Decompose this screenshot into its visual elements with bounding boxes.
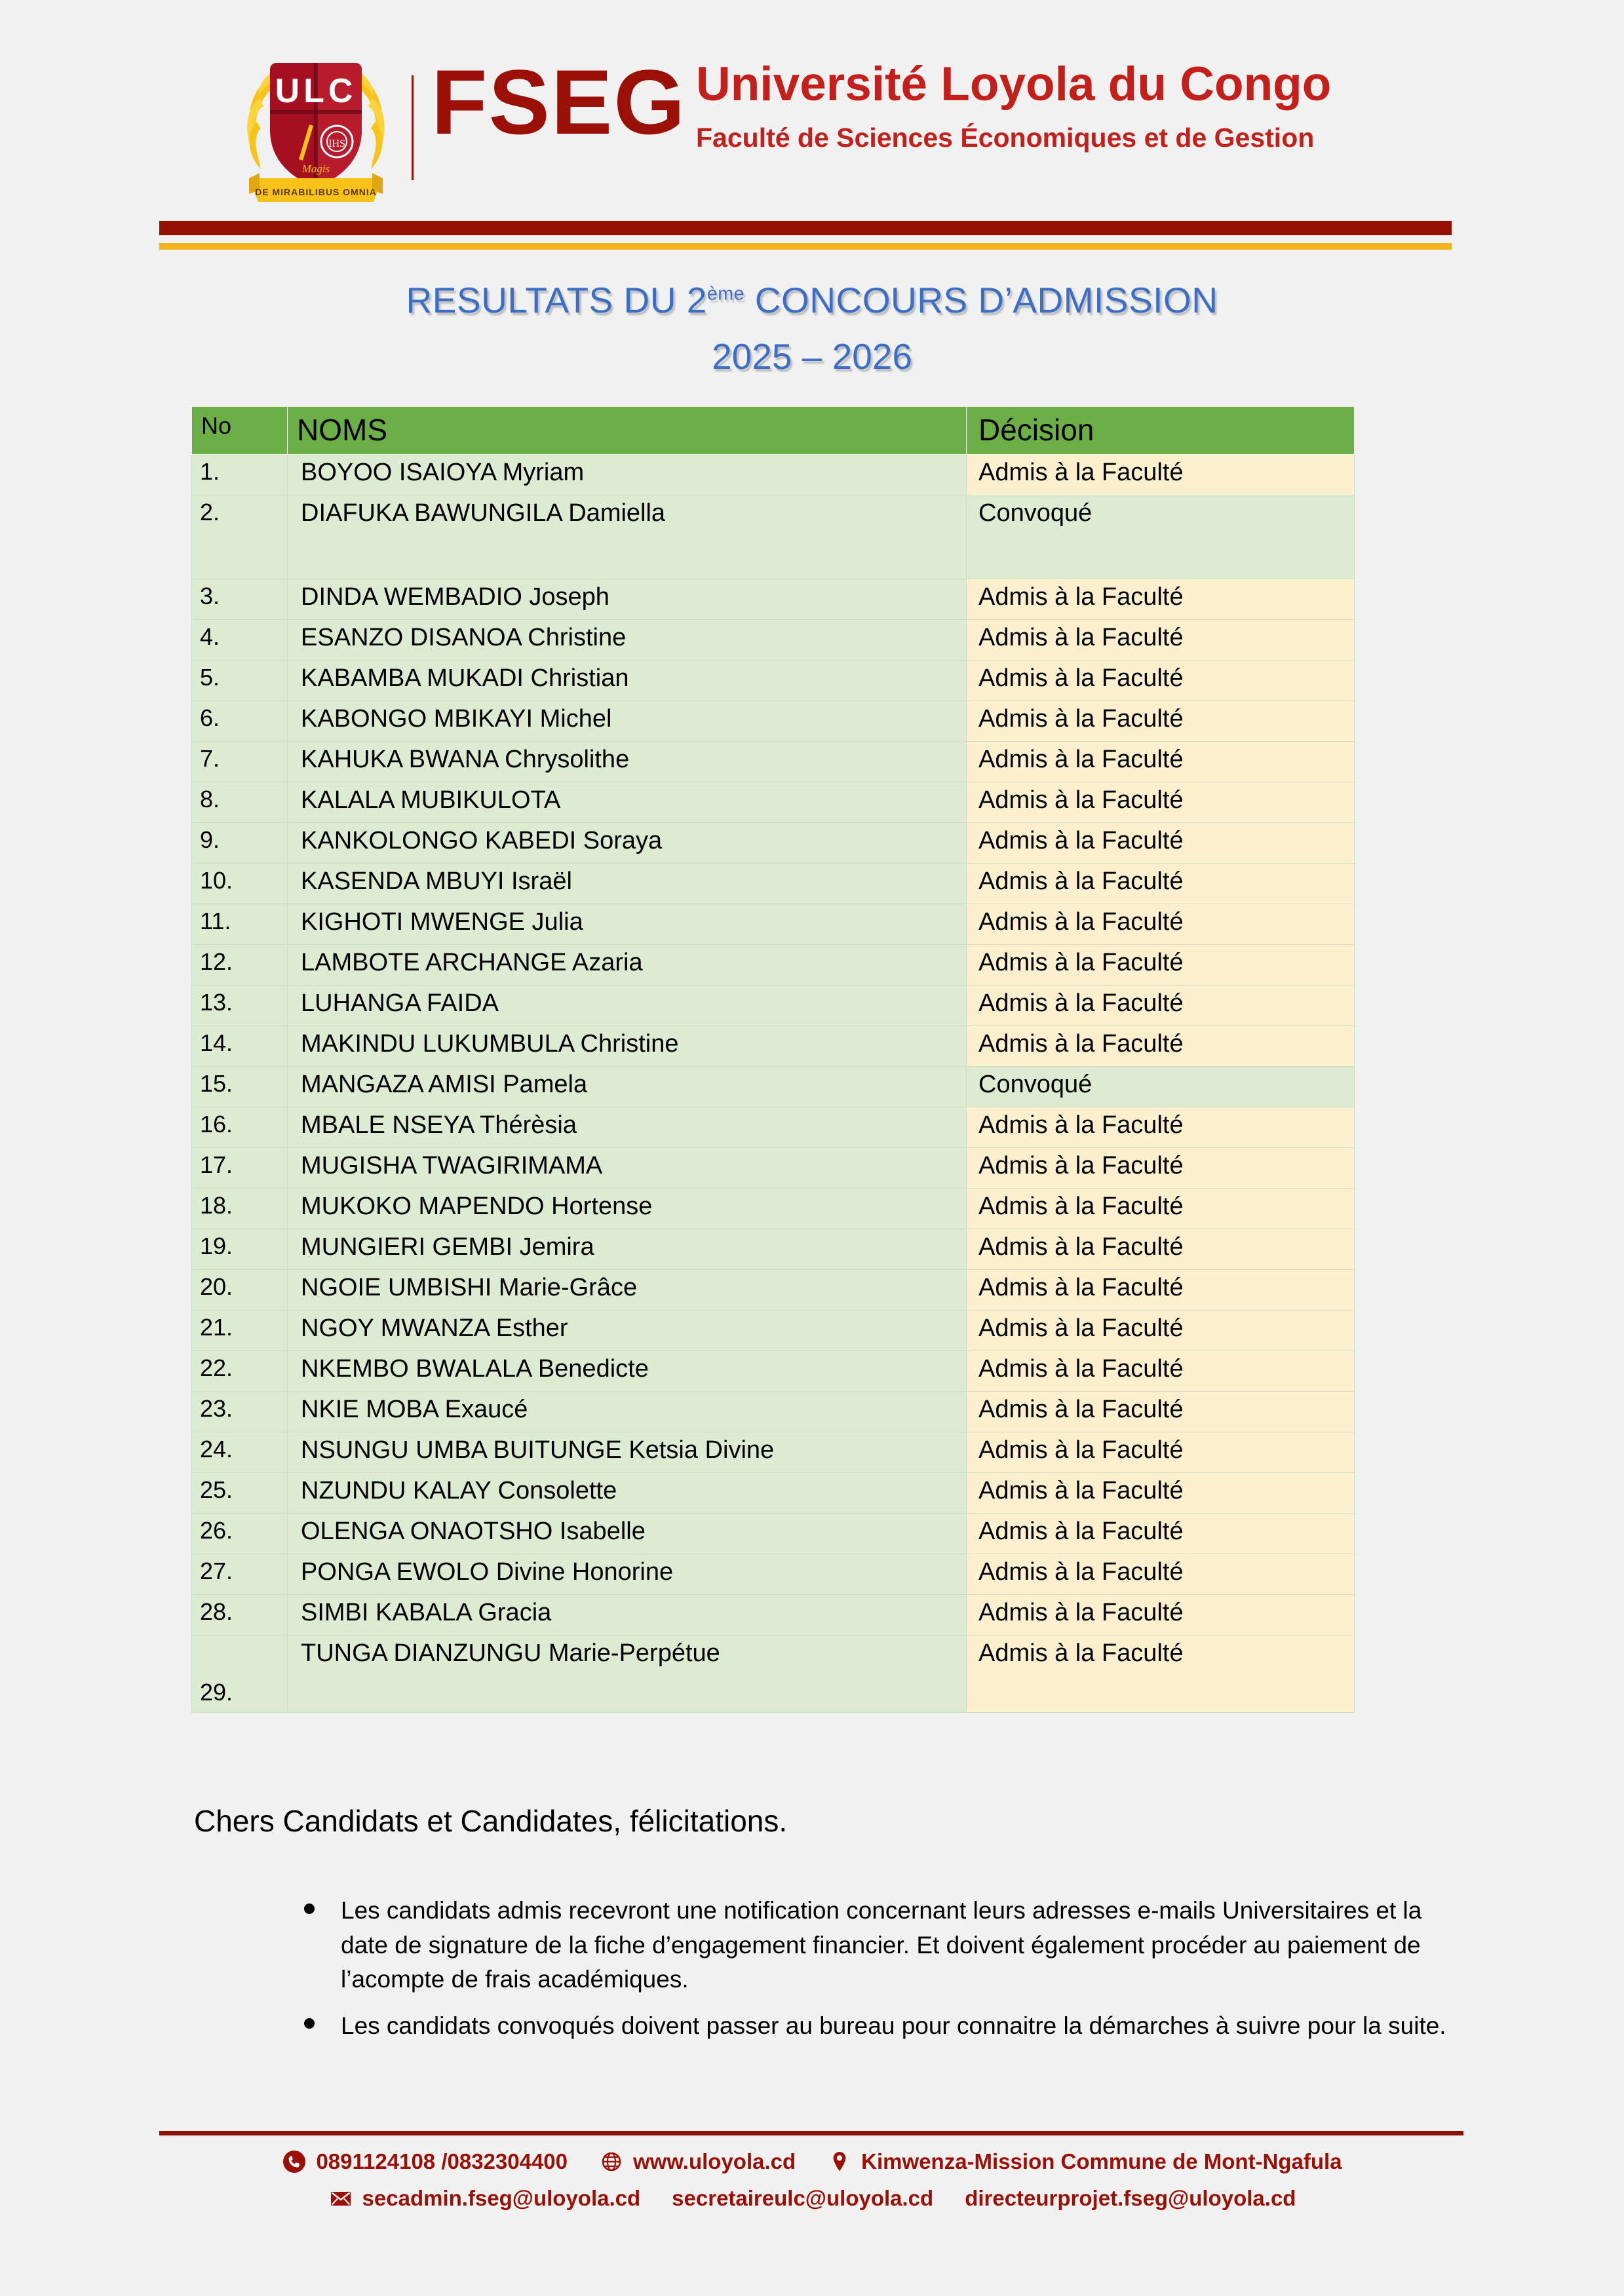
footer-rule	[159, 2131, 1463, 2135]
admission-results-table	[191, 406, 1355, 1713]
table-row	[192, 660, 1355, 701]
table-row	[192, 945, 1355, 985]
cell-decision: Admis à la Faculté	[967, 945, 1355, 985]
cell-decision: Admis à la Faculté	[967, 985, 1355, 1026]
list-item	[341, 2009, 1455, 2044]
footer-email-2-text: secretaireulc@uloyola.cd	[672, 2186, 934, 2210]
cell-no: 13.	[192, 985, 288, 1026]
cell-no: 16.	[192, 1107, 288, 1148]
column-header-no: No	[192, 407, 288, 455]
cell-decision: Admis à la Faculté	[967, 904, 1355, 945]
table-row	[192, 1107, 1355, 1148]
cell-no: 28.	[192, 1595, 288, 1636]
cell-candidate-name: MBALE NSEYA Thérèsia	[288, 1107, 967, 1148]
cell-no: 3.	[192, 579, 288, 620]
cell-no: 26.	[192, 1514, 288, 1554]
table-row	[192, 742, 1355, 782]
footer-row-emails	[0, 2186, 1624, 2211]
cell-no: 22.	[192, 1351, 288, 1392]
cell-decision: Admis à la Faculté	[967, 1026, 1355, 1067]
cell-decision: Admis à la Faculté	[967, 782, 1355, 823]
faculty-name: Faculté de Sciences Économiques et de Gestion	[696, 123, 1315, 153]
header-rule-red	[159, 221, 1452, 235]
cell-no: 17.	[192, 1148, 288, 1189]
table-row	[192, 1473, 1355, 1514]
note-text: Les candidats admis recevront une notification concernant leurs adresses e-mails Universitaires et la date de signature de la fiche d’engagement financier. Et doivent également procéder au paiement de l’acompte de frais académiques.	[341, 1897, 1422, 1993]
cell-no: 1.	[192, 455, 288, 495]
cell-decision: Admis à la Faculté	[967, 1432, 1355, 1473]
cell-decision: Admis à la Faculté	[967, 579, 1355, 620]
cell-candidate-name: NZUNDU KALAY Consolette	[288, 1473, 967, 1514]
svg-text:IHS: IHS	[328, 138, 345, 149]
cell-no: 18.	[192, 1189, 288, 1229]
table-row	[192, 904, 1355, 945]
cell-decision: Admis à la Faculté	[967, 1514, 1355, 1554]
page-title-prefix: RESULTATS DU 2	[406, 280, 707, 320]
cell-decision: Admis à la Faculté	[967, 1270, 1355, 1311]
cell-candidate-name: MUKOKO MAPENDO Hortense	[288, 1189, 967, 1229]
cell-decision: Admis à la Faculté	[967, 620, 1355, 660]
table-row	[192, 823, 1355, 864]
page-title	[0, 282, 1624, 320]
cell-no: 19.	[192, 1229, 288, 1270]
cell-no: 29.	[192, 1636, 288, 1713]
table-row	[192, 1270, 1355, 1311]
header-rule-gold	[159, 243, 1452, 250]
cell-candidate-name: LAMBOTE ARCHANGE Azaria	[288, 945, 967, 985]
table-row	[192, 1148, 1355, 1189]
footer-phone	[282, 2149, 568, 2174]
cell-decision: Admis à la Faculté	[967, 1148, 1355, 1189]
document-footer	[0, 2149, 1624, 2223]
cell-decision: Admis à la Faculté	[967, 1473, 1355, 1514]
cell-candidate-name: KIGHOTI MWENGE Julia	[288, 904, 967, 945]
cell-decision: Convoqué	[967, 1067, 1355, 1107]
cell-candidate-name: NKEMBO BWALALA Benedicte	[288, 1351, 967, 1392]
table-row	[192, 701, 1355, 742]
cell-candidate-name: NSUNGU UMBA BUITUNGE Ketsia Divine	[288, 1432, 967, 1473]
cell-no: 25.	[192, 1473, 288, 1514]
faculty-abbreviation: FSEG	[431, 50, 687, 153]
cell-candidate-name: BOYOO ISAIOYA Myriam	[288, 455, 967, 495]
cell-candidate-name: KANKOLONGO KABEDI Soraya	[288, 823, 967, 864]
cell-no: 21.	[192, 1311, 288, 1351]
footer-email-1-text: secadmin.fseg@uloyola.cd	[362, 2186, 641, 2210]
table-row	[192, 1554, 1355, 1595]
table-row	[192, 985, 1355, 1026]
cell-decision: Admis à la Faculté	[967, 1229, 1355, 1270]
cell-no: 5.	[192, 660, 288, 701]
table-row	[192, 620, 1355, 660]
table-row	[192, 1432, 1355, 1473]
table-row	[192, 1229, 1355, 1270]
table-row	[192, 1026, 1355, 1067]
cell-no: 4.	[192, 620, 288, 660]
cell-candidate-name: KASENDA MBUYI Israël	[288, 864, 967, 904]
cell-no: 8.	[192, 782, 288, 823]
cell-candidate-name: MAKINDU LUKUMBULA Christine	[288, 1026, 967, 1067]
cell-candidate-name: KABAMBA MUKADI Christian	[288, 660, 967, 701]
cell-decision: Admis à la Faculté	[967, 742, 1355, 782]
bullet-icon	[304, 1904, 315, 1914]
cell-decision: Admis à la Faculté	[967, 1107, 1355, 1148]
cell-candidate-name: NKIE MOBA Exaucé	[288, 1392, 967, 1432]
footer-row-contact	[0, 2149, 1624, 2174]
table-row	[192, 1351, 1355, 1392]
table-header-row	[192, 407, 1355, 455]
table-row	[192, 455, 1355, 495]
column-header-decision: Décision	[967, 407, 1355, 455]
cell-no: 11.	[192, 904, 288, 945]
cell-candidate-name: LUHANGA FAIDA	[288, 985, 967, 1026]
cell-decision: Admis à la Faculté	[967, 1311, 1355, 1351]
table-row	[192, 864, 1355, 904]
cell-decision: Admis à la Faculté	[967, 1554, 1355, 1595]
cell-candidate-name: MANGAZA AMISI Pamela	[288, 1067, 967, 1107]
cell-no: 27.	[192, 1554, 288, 1595]
document-header	[0, 0, 1624, 223]
footer-email-2	[672, 2186, 933, 2211]
globe-icon	[599, 2149, 624, 2174]
svg-text:ULC: ULC	[275, 72, 357, 110]
cell-candidate-name: PONGA EWOLO Divine Honorine	[288, 1554, 967, 1595]
cell-no: 6.	[192, 701, 288, 742]
footer-address	[827, 2149, 1342, 2174]
university-name: Université Loyola du Congo	[696, 58, 1332, 111]
table-row	[192, 579, 1355, 620]
footer-email-3-text: directeurprojet.fseg@uloyola.cd	[965, 2186, 1296, 2210]
cell-decision: Admis à la Faculté	[967, 455, 1355, 495]
cell-no: 23.	[192, 1392, 288, 1432]
cell-no: 14.	[192, 1026, 288, 1067]
cell-decision: Admis à la Faculté	[967, 660, 1355, 701]
column-header-names: NOMS	[288, 407, 967, 455]
cell-decision: Admis à la Faculté	[967, 823, 1355, 864]
cell-decision: Admis à la Faculté	[967, 864, 1355, 904]
cell-no: 2.	[192, 495, 288, 579]
footer-phone-text: 0891124108 /0832304400	[316, 2149, 568, 2173]
brand-divider	[412, 75, 414, 180]
note-text: Les candidats convoqués doivent passer au bureau pour connaitre la démarches à suivre pour la suite.	[341, 2012, 1446, 2039]
bullet-icon	[304, 2018, 315, 2029]
table-row	[192, 1392, 1355, 1432]
cell-no: 15.	[192, 1067, 288, 1107]
cell-candidate-name: ESANZO DISANOA Christine	[288, 620, 967, 660]
footer-address-text: Kimwenza-Mission Commune de Mont-Ngafula	[861, 2149, 1342, 2173]
cell-no: 7.	[192, 742, 288, 782]
congratulations-text: Chers Candidats et Candidates, félicitations.	[194, 1804, 788, 1838]
cell-candidate-name: KAHUKA BWANA Chrysolithe	[288, 742, 967, 782]
cell-candidate-name: NGOY MWANZA Esther	[288, 1311, 967, 1351]
cell-candidate-name: DIAFUKA BAWUNGILA Damiella	[288, 495, 967, 579]
ulc-crest-logo-icon	[231, 38, 401, 208]
page-title-ordinal-suffix: ème	[706, 283, 744, 305]
table-body	[192, 455, 1355, 1713]
table-row	[192, 782, 1355, 823]
cell-candidate-name: TUNGA DIANZUNGU Marie-Perpétue	[288, 1636, 967, 1713]
table-row	[192, 495, 1355, 579]
cell-decision: Admis à la Faculté	[967, 1189, 1355, 1229]
cell-decision: Admis à la Faculté	[967, 1351, 1355, 1392]
list-item	[341, 1894, 1455, 1997]
location-pin-icon	[827, 2149, 852, 2174]
cell-no: 20.	[192, 1270, 288, 1311]
cell-decision: Convoqué	[967, 495, 1355, 579]
cell-candidate-name: MUNGIERI GEMBI Jemira	[288, 1229, 967, 1270]
cell-no: 9.	[192, 823, 288, 864]
cell-no: 10.	[192, 864, 288, 904]
table-row	[192, 1311, 1355, 1351]
svg-text:Magis: Magis	[301, 163, 330, 175]
cell-candidate-name: MUGISHA TWAGIRIMAMA	[288, 1148, 967, 1189]
page-subtitle-academic-year: 2025 – 2026	[712, 336, 912, 377]
table-row	[192, 1189, 1355, 1229]
cell-candidate-name: KALALA MUBIKULOTA	[288, 782, 967, 823]
cell-decision: Admis à la Faculté	[967, 1636, 1355, 1713]
footer-website	[599, 2149, 796, 2174]
footer-email-1	[328, 2186, 641, 2211]
phone-icon	[282, 2149, 307, 2174]
table-row	[192, 1067, 1355, 1107]
cell-decision: Admis à la Faculté	[967, 701, 1355, 742]
table-row	[192, 1636, 1355, 1713]
notes-list	[282, 1894, 1455, 2055]
table-row	[192, 1514, 1355, 1554]
cell-decision: Admis à la Faculté	[967, 1392, 1355, 1432]
page-title-remainder: CONCOURS D’ADMISSION	[744, 280, 1218, 320]
cell-candidate-name: NGOIE UMBISHI Marie-Grâce	[288, 1270, 967, 1311]
cell-candidate-name: KABONGO MBIKAYI Michel	[288, 701, 967, 742]
cell-candidate-name: DINDA WEMBADIO Joseph	[288, 579, 967, 620]
cell-candidate-name: OLENGA ONAOTSHO Isabelle	[288, 1514, 967, 1554]
cell-decision: Admis à la Faculté	[967, 1595, 1355, 1636]
cell-candidate-name: SIMBI KABALA Gracia	[288, 1595, 967, 1636]
footer-website-text: www.uloyola.cd	[633, 2149, 796, 2173]
footer-email-3	[965, 2186, 1296, 2211]
cell-no: 12.	[192, 945, 288, 985]
cell-no: 24.	[192, 1432, 288, 1473]
envelope-icon	[328, 2186, 353, 2211]
svg-text:DE MIRABILIBUS OMNIA: DE MIRABILIBUS OMNIA	[255, 187, 377, 197]
table-row	[192, 1595, 1355, 1636]
